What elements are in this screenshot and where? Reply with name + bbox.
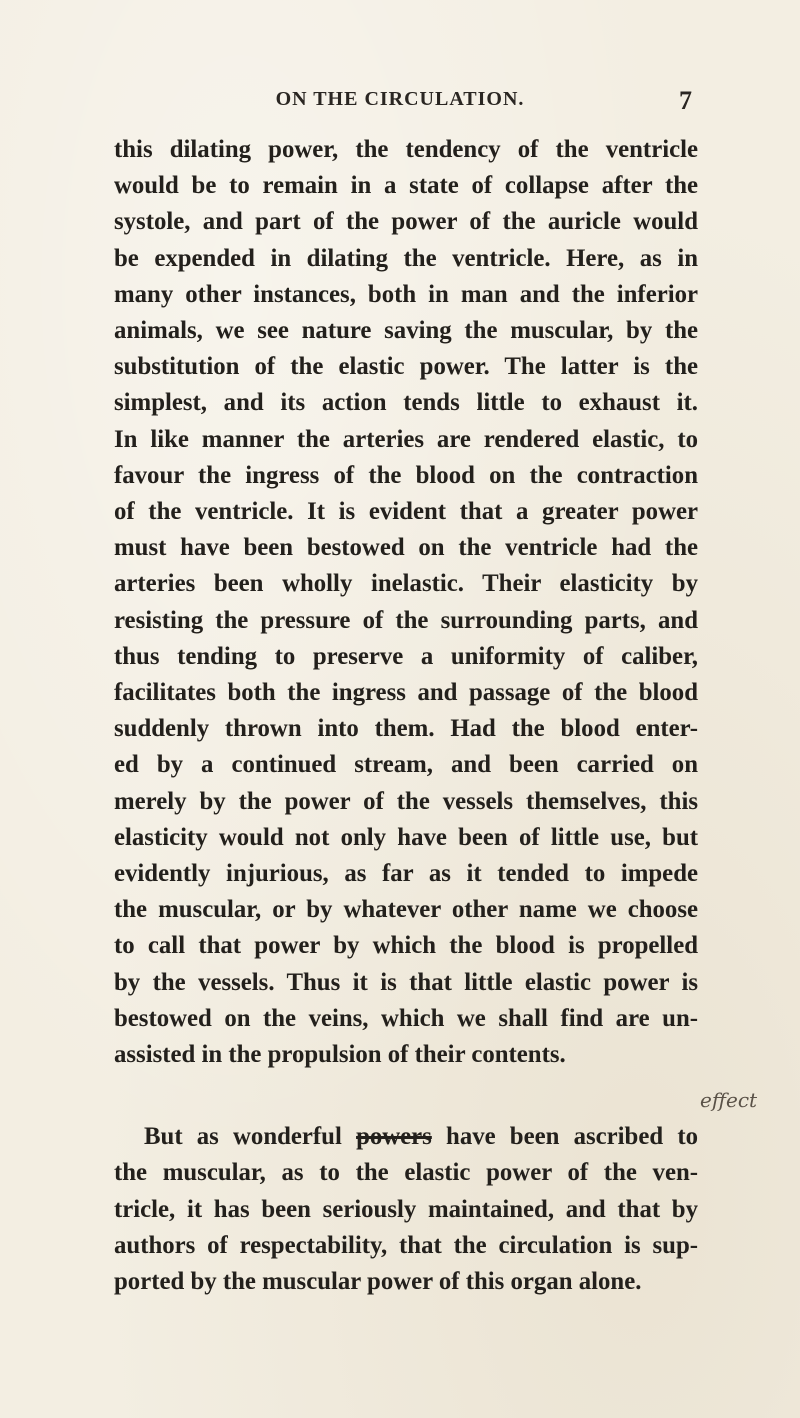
text-fragment: have been ascribed to — [431, 1123, 698, 1151]
struck-word: powers — [356, 1123, 432, 1151]
text-line: resisting the pressure of the surrounding parts, and — [114, 606, 698, 634]
text-line: substitution of the elastic power. The latter is the — [114, 353, 698, 381]
paragraph-gap — [114, 1073, 698, 1119]
text-line: simplest, and its action tends little to exhaust it. — [114, 389, 698, 417]
text-line: to call that power by which the blood is propelled — [114, 932, 698, 960]
text-line: must have been bestowed on the ventricle had the — [114, 534, 698, 562]
text-line: elasticity would not only have been of little use, but — [114, 823, 698, 851]
text-line: be expended in dilating the ventricle. Here, as in — [114, 244, 698, 272]
paragraph-2 — [114, 1119, 698, 1300]
text-line: by the vessels. Thus it is that little elastic power is — [114, 968, 698, 996]
text-line: merely by the power of the vessels themselves, this — [114, 787, 698, 815]
text-line: systole, and part of the power of the auricle would — [114, 208, 698, 236]
text-line: the muscular, as to the elastic power of the ven- — [114, 1159, 698, 1187]
handwritten-margin-note: effect — [700, 1088, 758, 1112]
text-line: would be to remain in a state of collapse after the — [114, 172, 698, 200]
text-line: evidently injurious, as far as it tended to impede — [114, 860, 698, 888]
page-number: 7 — [679, 86, 692, 115]
text-line: In like manner the arteries are rendered elastic, to — [114, 425, 698, 453]
text-line: ed by a continued stream, and been carried on — [114, 751, 698, 779]
text-line: assisted in the propulsion of their contents. — [114, 1041, 566, 1069]
text-line: thus tending to preserve a uniformity of caliber, — [114, 642, 698, 670]
text-line: facilitates both the ingress and passage of the blood — [114, 679, 698, 707]
text-fragment: But as wonderful — [144, 1123, 357, 1151]
text-line: authors of respectability, that the circulation is sup- — [114, 1231, 698, 1259]
text-line: suddenly thrown into them. Had the blood enter- — [114, 715, 698, 743]
running-head: ON THE CIRCULATION. — [275, 88, 525, 110]
text-line: of the ventricle. It is evident that a greater power — [114, 498, 698, 526]
text-line: bestowed on the veins, which we shall find are un- — [114, 1004, 698, 1032]
text-line: this dilating power, the tendency of the ventricle — [114, 136, 698, 163]
text-line: the muscular, or by whatever other name we choose — [114, 896, 698, 924]
text-line: arteries been wholly inelastic. Their elasticity by — [114, 570, 698, 598]
text-line: many other instances, both in man and the inferior — [114, 280, 698, 308]
page-header — [0, 88, 800, 118]
text-line: tricle, it has been seriously maintained, and that by — [114, 1195, 698, 1223]
paragraph-1 — [114, 132, 698, 1073]
text-line: animals, we see nature saving the muscular, by the — [114, 317, 698, 345]
text-line: favour the ingress of the blood on the contraction — [114, 461, 698, 489]
text-line: ported by the muscular power of this organ alone. — [114, 1268, 642, 1296]
body-text — [114, 132, 698, 1300]
text-line-first — [114, 1119, 698, 1155]
